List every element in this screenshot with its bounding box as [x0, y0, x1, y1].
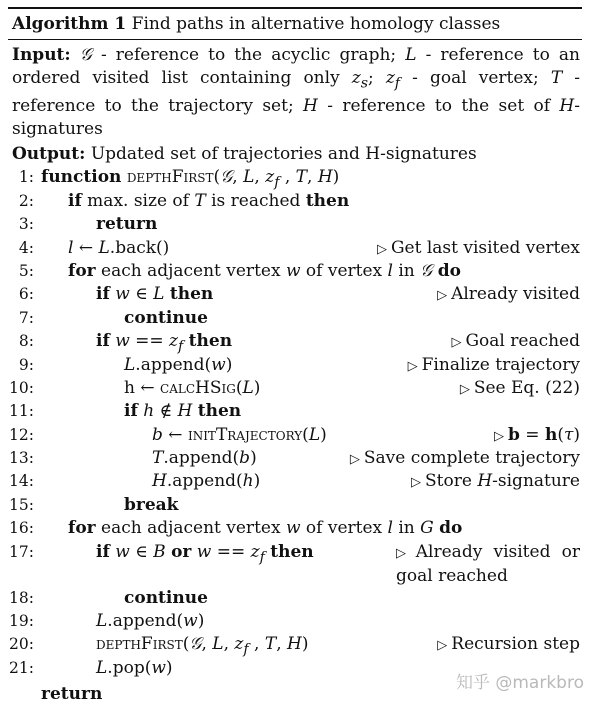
line-code: depthFirst(𝒢, L, $z_f$ , T, H): [96, 634, 309, 658]
line-number: 7:: [18, 308, 34, 327]
algorithm-title: Find paths in alternative homology classes: [131, 14, 501, 34]
line-code: for each adjacent vertex w of vertex l in 𝒢 do: [68, 260, 461, 281]
line-number: 13:: [9, 449, 34, 468]
output-spec: [8, 143, 582, 166]
line-code: break: [124, 494, 179, 515]
comment-triangle-icon: ▷: [396, 545, 412, 561]
line-5: [8, 260, 582, 283]
line-number: 11:: [9, 402, 34, 421]
line-19: [8, 610, 582, 633]
line-number: 16:: [9, 519, 34, 538]
line-20: [8, 633, 582, 656]
line-number: 3:: [18, 215, 34, 234]
line-8: [8, 330, 582, 353]
line-3: [8, 213, 582, 236]
line-13: [8, 447, 582, 470]
line-number: 4:: [18, 238, 34, 257]
line-code: continue: [124, 587, 208, 608]
line-code: if h ∉ H then: [124, 401, 242, 422]
line-11: [8, 400, 582, 423]
line-code: function depthFirst(𝒢, L, $z_f$ , T, H): [41, 167, 340, 191]
comment-triangle-icon: ▷: [493, 428, 504, 444]
final-return-keyword: return: [41, 684, 103, 705]
line-code: l ← L.back(): [68, 237, 170, 258]
line-number: 17:: [9, 542, 34, 561]
algorithm-lines: [8, 166, 582, 708]
line-code: h ← calcHSig(L): [124, 377, 261, 398]
line-number: 14:: [9, 472, 34, 491]
line-code: b ← initTrajectory(L): [152, 424, 327, 445]
comment-triangle-icon: ▷: [349, 452, 360, 468]
line-number: 5:: [18, 261, 34, 280]
line-comment: ▷ Already visited or goal reached: [396, 541, 581, 586]
line-code: H.append(h): [152, 471, 261, 492]
line-comment: ▷ Finalize trajectory: [407, 354, 580, 375]
line-number: 21:: [9, 658, 34, 677]
line-number: 8:: [18, 332, 34, 351]
comment-triangle-icon: ▷: [451, 335, 462, 351]
line-code: L.pop(w): [96, 657, 173, 678]
line-code: L.append(w): [96, 611, 205, 632]
line-comment: ▷ Recursion step: [437, 634, 580, 655]
line-17: [8, 541, 582, 587]
line-number: 1:: [18, 168, 34, 187]
line-code: if $w == z_f$ then: [96, 331, 233, 355]
line-code: continue: [124, 307, 208, 328]
line-number: 2:: [18, 191, 34, 210]
line-number: 19:: [9, 612, 34, 631]
comment-triangle-icon: ▷: [437, 288, 448, 304]
output-text: Updated set of trajectories and H-signatures: [90, 144, 477, 165]
comment-triangle-icon: ▷: [376, 241, 387, 257]
line-code: T.append(b): [152, 448, 257, 469]
comment-triangle-icon: ▷: [407, 358, 418, 374]
input-text: Input: 𝒢 - reference to the acyclic graph; L - reference to an ordered visited list containing only $z_s$; $z_f$ - goal vertex; T - reference to the trajectory set; H - reference to the set of H-signatures: [12, 45, 581, 140]
line-comment: ▷ Get last visited vertex: [376, 237, 580, 258]
algorithm-caption: [8, 9, 582, 39]
output-label: Output:: [12, 144, 86, 165]
line-number: 18:: [9, 588, 34, 607]
line-comment: ▷ See Eq. (22): [459, 377, 580, 398]
line-4: [8, 237, 582, 260]
line-code: for each adjacent vertex w of vertex l in G do: [68, 518, 463, 539]
line-comment: ▷ Goal reached: [451, 331, 580, 352]
line-14: [8, 470, 582, 493]
line-number: 10:: [9, 378, 34, 397]
line-number: 20:: [9, 635, 34, 654]
line-12: [8, 424, 582, 447]
line-2: [8, 190, 582, 213]
line-9: [8, 354, 582, 377]
line-comment: ▷ Store H-signature: [411, 471, 580, 492]
line-code: if w ∈ B or $w == z_f$ then: [96, 541, 314, 566]
line-code: L.append(w): [124, 354, 233, 375]
line-number: 15:: [9, 495, 34, 514]
line-comment: ▷ b = h(τ): [493, 424, 580, 445]
comment-triangle-icon: ▷: [459, 381, 470, 397]
watermark: 知乎 @markbro: [455, 673, 584, 693]
line-16: [8, 517, 582, 540]
line-15: [8, 494, 582, 517]
input-spec: [8, 40, 582, 141]
line-7: [8, 307, 582, 330]
line-comment: ▷ Already visited: [437, 284, 580, 305]
algorithm-label: Algorithm 1: [12, 14, 127, 34]
line-number: 12:: [9, 425, 34, 444]
algorithm-block: [8, 7, 582, 708]
comment-triangle-icon: ▷: [411, 475, 422, 491]
line-6: [8, 283, 582, 306]
line-number: 6:: [18, 285, 34, 304]
input-label: Input:: [12, 45, 71, 65]
line-18: [8, 587, 582, 610]
line-code: if w ∈ L then: [96, 284, 214, 305]
line-1: [8, 166, 582, 189]
line-10: [8, 377, 582, 400]
line-comment: ▷ Save complete trajectory: [349, 448, 580, 469]
line-code: return: [96, 214, 158, 235]
line-code: if max. size of T is reached then: [68, 190, 350, 211]
line-number: 9:: [18, 355, 34, 374]
comment-triangle-icon: ▷: [437, 638, 448, 654]
